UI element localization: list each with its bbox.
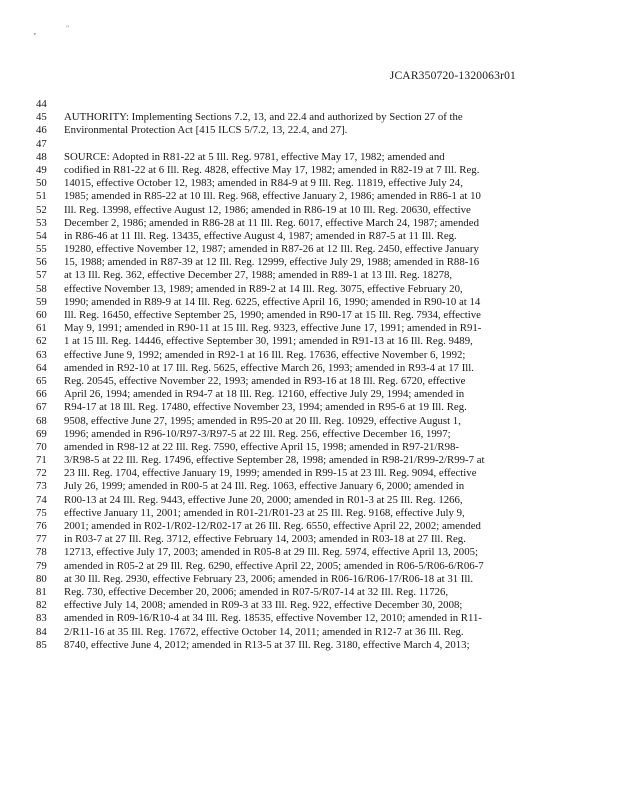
line-number: 80	[36, 572, 47, 585]
document-line	[0, 151, 618, 164]
line-number: 53	[36, 216, 47, 229]
line-number: 58	[36, 282, 47, 295]
line-text: effective November 13, 1989; amended in R89-2 at 14 Ill. Reg. 3075, effective February 20,	[64, 282, 463, 295]
line-number: 75	[36, 506, 47, 519]
document-line	[0, 256, 618, 269]
document-line	[0, 124, 618, 137]
line-number: 54	[36, 229, 47, 242]
document-id: JCAR350720-1320063r01	[389, 70, 516, 82]
line-text: May 9, 1991; amended in R90-11 at 15 Ill. Reg. 9323, effective June 17, 1991; amended in R91-	[64, 322, 482, 335]
document-line	[0, 599, 618, 612]
line-number: 68	[36, 414, 47, 427]
line-text: effective June 9, 1992; amended in R92-1 at 16 Ill. Reg. 17636, effective November 6, 1992;	[64, 348, 466, 361]
line-text: 2001; amended in R02-1/R02-12/R02-17 at 26 Ill. Reg. 6550, effective April 22, 2002; amended	[64, 520, 481, 532]
line-text: July 26, 1999; amended in R00-5 at 24 Ill. Reg. 1063, effective January 6, 2000; amended in	[64, 480, 465, 493]
line-number: 56	[36, 256, 47, 269]
document-line	[0, 283, 618, 296]
line-number: 47	[36, 137, 47, 150]
line-number: 62	[36, 335, 47, 348]
document-line	[0, 217, 618, 230]
document-line	[0, 362, 618, 375]
line-text: 12713, effective July 17, 2003; amended in R05-8 at 29 Ill. Reg. 5974, effective April 13, 2005;	[64, 546, 479, 559]
line-number: 46	[36, 124, 47, 137]
document-line	[0, 177, 618, 190]
line-text: Reg. 20545, effective November 22, 1993; amended in R93-16 at 18 Ill. Reg. 6720, effective	[64, 374, 466, 387]
line-text: 23 Ill. Reg. 1704, effective January 19, 1999; amended in R99-15 at 23 Ill. Reg. 9094, effective	[64, 467, 477, 480]
line-number: 63	[36, 348, 47, 361]
document-line	[0, 204, 618, 217]
document-line	[0, 494, 618, 507]
line-number: 83	[36, 612, 47, 625]
line-text: 3/R98-5 at 22 Ill. Reg. 17496, effective September 28, 1998; amended in R98-21/R99-2/R99-7 at	[64, 454, 485, 467]
line-text: codified in R81-22 at 6 Ill. Reg. 4828, effective May 17, 1982; amended in R82-19 at 7 Ill. Reg.	[64, 163, 480, 176]
line-number: 52	[36, 203, 47, 216]
line-number: 85	[36, 638, 47, 651]
line-text: Reg. 730, effective December 20, 2006; amended in R07-5/R07-14 at 32 Ill. Reg. 11726,	[64, 585, 449, 598]
document-line	[0, 401, 618, 414]
line-text: amended in R92-10 at 17 Ill. Reg. 5625, effective March 26, 1993; amended in R93-4 at 17 Ill.	[64, 361, 474, 374]
document-line	[0, 507, 618, 520]
document-line	[0, 415, 618, 428]
line-text: 1996; amended in R96-10/R97-3/R97-5 at 22 Ill. Reg. 256, effective December 16, 1997;	[64, 427, 451, 440]
line-text: R00-13 at 24 Ill. Reg. 9443, effective June 20, 2000; amended in R01-3 at 25 Ill. Reg. 1266,	[64, 493, 463, 506]
line-number: 73	[36, 480, 47, 493]
line-number: 48	[36, 150, 47, 163]
line-number: 66	[36, 388, 47, 401]
document-line	[0, 190, 618, 203]
line-number: 64	[36, 361, 47, 374]
document-line	[0, 230, 618, 243]
line-text: in R03-7 at 27 Ill. Reg. 3712, effective February 14, 2003; amended in R03-18 at 27 Ill. Reg.	[64, 533, 466, 546]
document-line	[0, 349, 618, 362]
line-text: amended in R09-16/R10-4 at 34 Ill. Reg. 18535, effective November 12, 2010; amended in R11-	[64, 612, 482, 625]
document-line	[0, 322, 618, 335]
document-line	[0, 335, 618, 348]
document-line	[0, 164, 618, 177]
document-line	[0, 612, 618, 625]
line-text: 1990; amended in R89-9 at 14 Ill. Reg. 6225, effective April 16, 1990; amended in R90-10 at 14	[64, 295, 481, 308]
line-text: effective July 14, 2008; amended in R09-3 at 33 Ill. Reg. 922, effective December 30, 2008;	[64, 599, 463, 612]
line-text: April 26, 1994; amended in R94-7 at 18 Ill. Reg. 12160, effective July 29, 1994; amended in	[64, 388, 465, 401]
document-line	[0, 560, 618, 573]
line-text: 19280, effective November 12, 1987; amended in R87-26 at 12 Ill. Reg. 2450, effective January	[64, 243, 479, 256]
line-text: amended in R05-2 at 29 Ill. Reg. 6290, effective April 22, 2005; amended in R06-5/R06-6/R06-7	[64, 559, 484, 572]
line-number: 51	[36, 190, 47, 203]
stray-scan-mark-2: "	[66, 24, 70, 33]
line-number: 81	[36, 585, 47, 598]
document-line	[0, 533, 618, 546]
line-number: 67	[36, 401, 47, 414]
line-text: in R86-46 at 11 Ill. Reg. 13435, effective August 4, 1987; amended in R87-5 at 11 Ill. Reg.	[64, 229, 457, 242]
document-line	[0, 296, 618, 309]
document-line	[0, 388, 618, 401]
line-text: 8740, effective June 4, 2012; amended in R13-5 at 37 Ill. Reg. 3180, effective March 4, 2013;	[64, 638, 470, 651]
line-text: 1 at 15 Ill. Reg. 14446, effective September 30, 1991; amended in R91-13 at 16 Ill. Reg. 9489,	[64, 335, 473, 348]
document-line	[0, 98, 618, 111]
line-text: 15, 1988; amended in R87-39 at 12 Ill. Reg. 12999, effective July 29, 1988; amended in R88-16	[64, 256, 480, 269]
line-number: 57	[36, 269, 47, 282]
document-line	[0, 111, 618, 124]
line-text: at 13 Ill. Reg. 362, effective December 27, 1988; amended in R89-1 at 13 Ill. Reg. 18278,	[64, 269, 453, 282]
line-text: 1985; amended in R85-22 at 10 Ill. Reg. 968, effective January 2, 1986; amended in R86-1 at 10	[64, 190, 481, 203]
line-number: 82	[36, 599, 47, 612]
document-line	[0, 480, 618, 493]
line-text: R94-17 at 18 Ill. Reg. 17480, effective November 23, 1994; amended in R95-6 at 19 Ill. Reg.	[64, 401, 467, 414]
line-text: 14015, effective October 12, 1983; amended in R84-9 at 9 Ill. Reg. 11819, effective July 24,	[64, 177, 463, 190]
document-line	[0, 573, 618, 586]
document-line	[0, 586, 618, 599]
line-number: 78	[36, 546, 47, 559]
document-line	[0, 309, 618, 322]
line-number: 65	[36, 374, 47, 387]
line-number: 77	[36, 533, 47, 546]
line-number: 59	[36, 295, 47, 308]
line-number: 45	[36, 111, 47, 124]
line-number: 74	[36, 493, 47, 506]
document-line	[0, 243, 618, 256]
document-line	[0, 467, 618, 480]
line-number: 76	[36, 520, 47, 532]
line-text: December 2, 1986; amended in R86-28 at 11 Ill. Reg. 6017, effective March 24, 1987; amended	[64, 216, 479, 229]
line-text: 2/R11-16 at 35 Ill. Reg. 17672, effective October 14, 2011; amended in R12-7 at 36 Ill. Reg.	[64, 625, 464, 638]
line-text: 9508, effective June 27, 1995; amended in R95-20 at 20 Ill. Reg. 10929, effective August 1,	[64, 414, 461, 427]
line-text: effective January 11, 2001; amended in R01-21/R01-23 at 25 Ill. Reg. 9168, effective July 9,	[64, 506, 465, 519]
document-line	[0, 375, 618, 388]
line-number: 69	[36, 427, 47, 440]
line-text: Ill. Reg. 16450, effective September 25, 1990; amended in R90-17 at 15 Ill. Reg. 7934, effective	[64, 309, 481, 321]
line-number: 84	[36, 625, 47, 638]
line-number: 60	[36, 309, 47, 321]
document-line	[0, 138, 618, 151]
document-line	[0, 639, 618, 652]
line-text: AUTHORITY: Implementing Sections 7.2, 13, and 22.4 and authorized by Section 27 of the	[64, 111, 463, 124]
line-number: 50	[36, 177, 47, 190]
line-text: Environmental Protection Act [415 ILCS 5/7.2, 13, 22.4, and 27].	[64, 124, 348, 137]
line-number: 49	[36, 163, 47, 176]
stray-scan-mark: '	[34, 32, 36, 43]
line-number: 61	[36, 322, 47, 335]
line-number: 55	[36, 243, 47, 256]
line-number: 44	[36, 98, 47, 110]
line-text: SOURCE: Adopted in R81-22 at 5 Ill. Reg. 9781, effective May 17, 1982; amended and	[64, 150, 445, 163]
document-line	[0, 454, 618, 467]
line-number: 71	[36, 454, 47, 467]
document-line	[0, 546, 618, 559]
line-number: 72	[36, 467, 47, 480]
line-number: 70	[36, 440, 47, 453]
line-text: at 30 Ill. Reg. 2930, effective February 23, 2006; amended in R06-16/R06-17/R06-18 at 31 Ill.	[64, 572, 474, 585]
line-text: Ill. Reg. 13998, effective August 12, 1986; amended in R86-19 at 10 Ill. Reg. 20630, effective	[64, 203, 471, 216]
document-line	[0, 428, 618, 441]
document-line	[0, 520, 618, 533]
numbered-lines	[0, 98, 618, 652]
line-text: amended in R98-12 at 22 Ill. Reg. 7590, effective April 15, 1998; amended in R97-21/R98-	[64, 440, 460, 453]
document-line	[0, 269, 618, 282]
line-number: 79	[36, 559, 47, 572]
document-line	[0, 626, 618, 639]
document-line	[0, 441, 618, 454]
